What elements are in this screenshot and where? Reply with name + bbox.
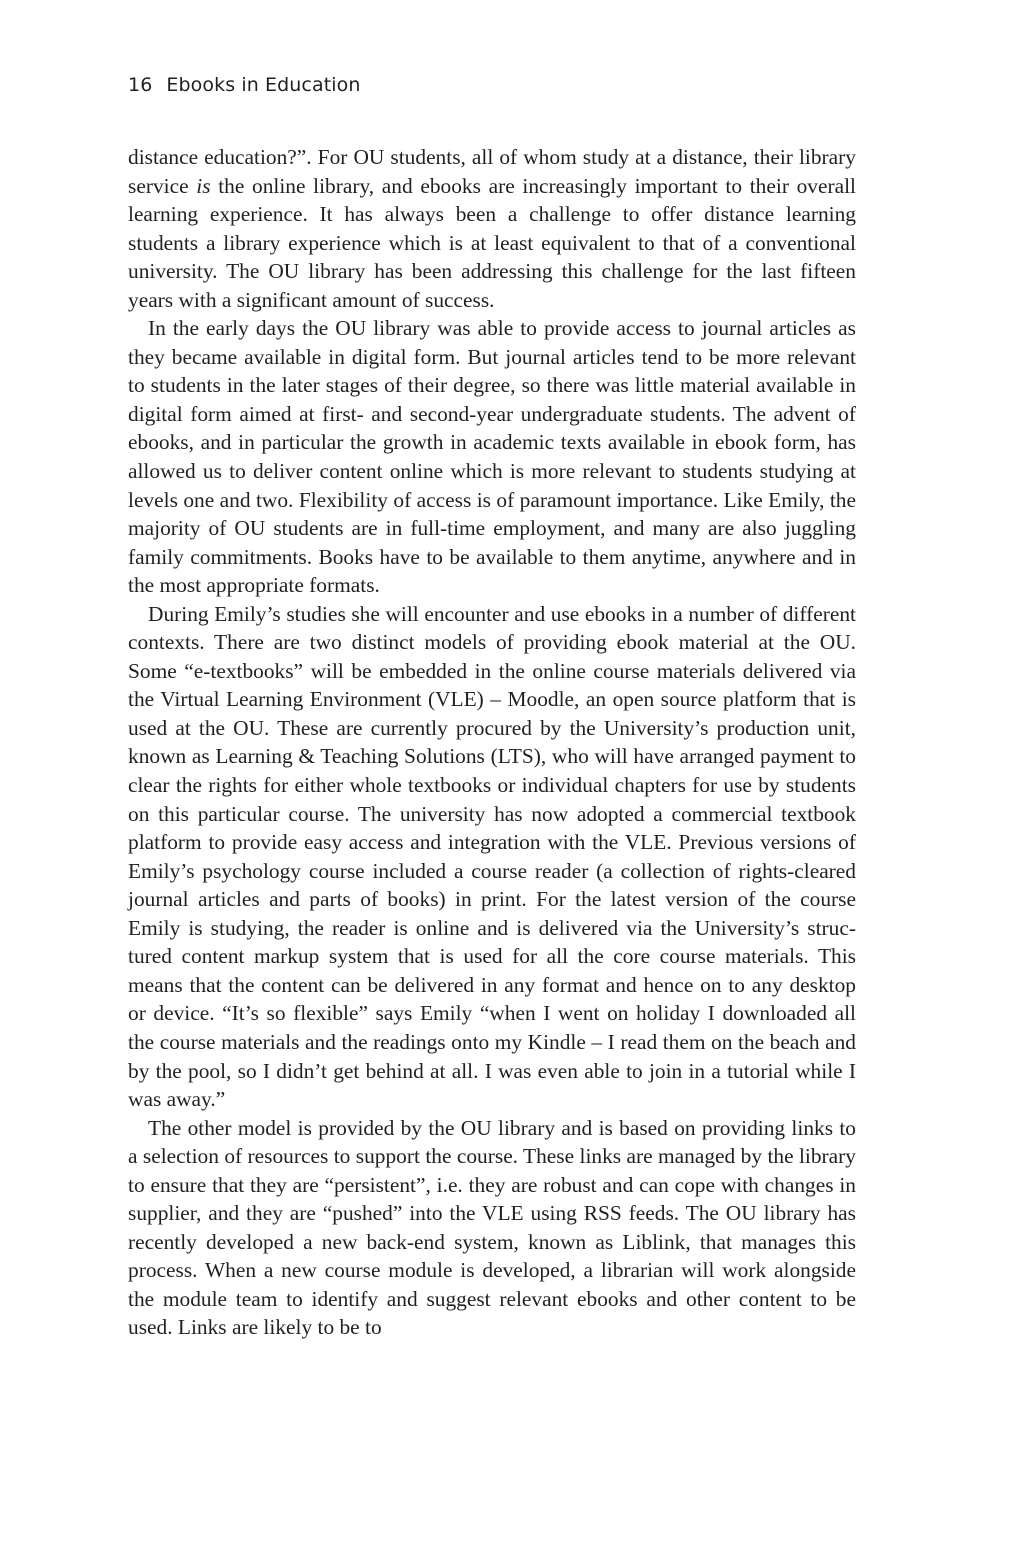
- paragraph-1-rest: the online library, and ebooks are increasingly important to their overall learning experience. It has always been a challenge to offer distance learning students a library experience which is at least equivalent to that of a conventional university. The OU library has been addressing this challenge for the last fifteen years with a significant amount of success.: [128, 173, 856, 312]
- running-header: [128, 74, 361, 96]
- paragraph-1-lead: distance education?”. For OU students, all of whom study at a distance, their library service: [128, 145, 856, 198]
- paragraph-1-emphasis: is: [196, 173, 211, 198]
- paragraph-4: The other model is provided by the OU library and is based on providing links to a selection of resources to support the course. These links are managed by the library to ensure that they are “persistent”, i.e. they are robust and can cope with changes in supplier, and they are “pushed” into the VLE using RSS feeds. The OU library has recently developed a new back-end system, known as Liblink, that manages this process. When a new course module is developed, a librarian will work alongside the module team to identify and suggest relevant ebooks and other content to be used. Links are likely to be to: [128, 1115, 856, 1340]
- paragraph-1: [128, 143, 856, 314]
- body-text: [128, 143, 856, 1342]
- paragraph-3: During Emily’s studies she will encounter and use ebooks in a number of different contexts. There are two distinct models of providing ebook material at the OU. Some “e-textbooks” will be embedded in the online course materials delivered via the Virtual Learning Environment (VLE) – Moodle, an open source platform that is used at the OU. These are currently procured by the University’s production unit, known as Learning & Teaching Solutions (LTS), who will have arranged payment to clear the rights for either whole textbooks or individual chapters for use by students on this particular course. The university has now adopted a commercial textbook platform to provide easy access and integration with the VLE. Previous versions of Emily’s psychology course included a course reader (a collection of rights-cleared journal articles and parts of books) in print. For the latest version of the course Emily is studying, the reader is online and is delivered via the University’s structured content markup system that is used for all the core course materials. This means that the content can be delivered in any format and hence on to any desktop or device. “It’s so flexible” says Emily “when I went on holiday I downloaded all the course materials and the readings onto my Kindle – I read them on the beach and by the pool, so I didn’t get behind at all. I was even able to join in a tutorial while I was away.”: [128, 601, 856, 1112]
- page-number: 16: [128, 74, 153, 96]
- running-title: Ebooks in Education: [166, 74, 361, 96]
- paragraph-2: In the early days the OU library was able to provide access to journal articles as they became available in digital form. But journal articles tend to be more relevant to students in the later stages of their degree, so there was little material available in digital form aimed at first- and second-year undergraduate students. The advent of ebooks, and in particular the growth in academic texts available in ebook form, has allowed us to deliver content online which is more relevant to students studying at levels one and two. Flexibility of access is of paramount importance. Like Emily, the majority of OU students are in full-time employment, and many are also juggling family commitments. Books have to be available to them anytime, anywhere and in the most appropriate formats.: [128, 316, 856, 598]
